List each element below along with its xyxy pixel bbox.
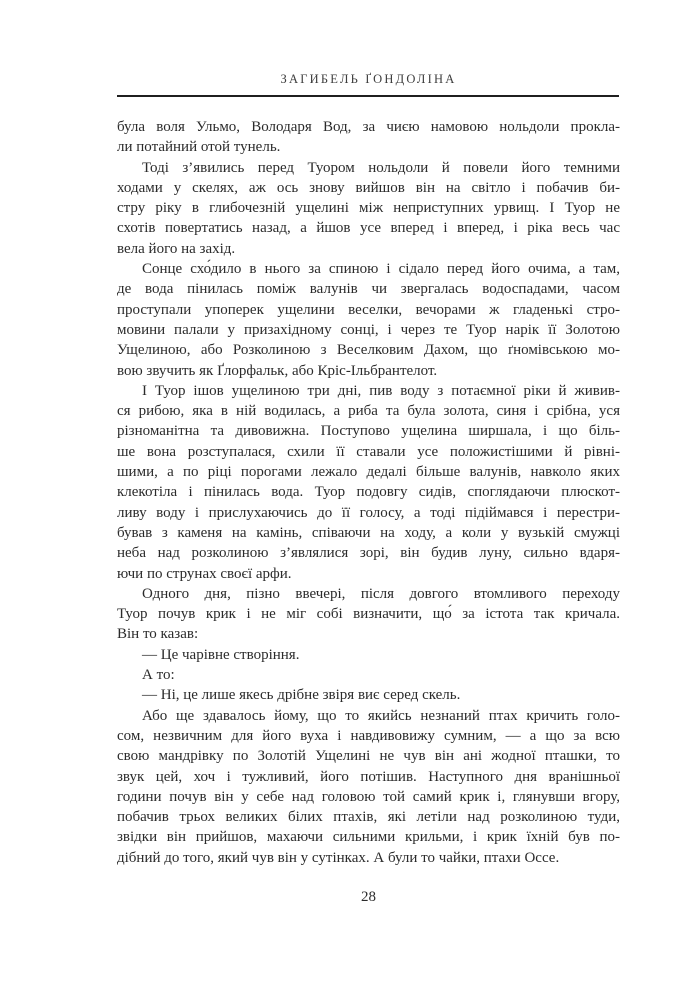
text-line: неба над розколиною з’являлися зорі, він будив луну, сильно вдаря- bbox=[117, 545, 620, 562]
text-line: Сонце схо́дило в нього за спиною і сідало перед його очима, а там, bbox=[142, 261, 620, 278]
text-line: ливу воду і прислухаючись до її голосу, а тоді підіймався і перестри- bbox=[117, 504, 620, 521]
text-line: Ущелиною, або Розколиною з Веселковим Дахом, що ґномівською мо- bbox=[117, 342, 620, 359]
text-line: мовини палали у призахідному сонці, і через те Туор нарік її Золотою bbox=[117, 321, 620, 338]
paragraph bbox=[117, 158, 620, 259]
text-line: свою мандрівку по Золотій Ущелині не чув він ані жодної пташки, то bbox=[117, 748, 620, 765]
paragraph bbox=[117, 685, 620, 705]
paragraph bbox=[117, 645, 620, 665]
text-line: проступали упоперек ущелини веселки, вечорами ж гладенькі стро- bbox=[117, 301, 620, 318]
text-line: схотів повертатись назад, а йшов усе вперед і вперед, і ріка весь час bbox=[117, 220, 620, 237]
text-line: де вода пінилась поміж валунів чи звергалась водоспадами, часом bbox=[117, 281, 620, 298]
text-line: години почув він у себе над головою той самий крик і, глянувши вгору, bbox=[117, 788, 620, 805]
header-rule bbox=[117, 95, 619, 97]
text-line: І Туор ішов ущелиною три дні, пив воду з потаємної ріки й живив- bbox=[142, 382, 620, 399]
paragraph bbox=[117, 117, 620, 158]
body-text bbox=[117, 117, 620, 868]
text-line: різноманітна та дивовижна. Поступово ущелина ширшала, і що біль- bbox=[117, 423, 620, 440]
paragraph bbox=[117, 584, 620, 645]
text-line: Одного дня, пізно ввечері, після довгого втомливого переходу bbox=[142, 585, 620, 602]
text-line: ся рибою, яка в ній водилась, а риба та була золота, синя і срібна, уся bbox=[117, 403, 620, 420]
text-line: ше вона розступалася, схили її ставали усе положистішими й рівні- bbox=[117, 443, 620, 460]
text-line: вела його на захід. bbox=[117, 240, 236, 257]
text-line: ходами у скелях, аж ось знову вийшов він на світло і побачив би- bbox=[117, 179, 620, 196]
text-line: дібний до того, який чув він у сутінках. А були то чайки, птахи Оссе. bbox=[117, 849, 560, 866]
paragraph bbox=[117, 706, 620, 868]
text-line: шими, а по ріці порогами лежало дедалі більше валунів, навколо яких bbox=[117, 464, 620, 481]
paragraph bbox=[117, 381, 620, 584]
text-line: бував з каменя на камінь, співаючи на ходу, а коли у вузькій смужці bbox=[117, 524, 620, 541]
text-line: — Це чарівне створіння. bbox=[142, 646, 300, 663]
paragraph bbox=[117, 259, 620, 381]
text-line: була воля Ульмо, Володаря Вод, за чиєю намовою нольдоли прокла- bbox=[117, 119, 620, 135]
text-line: стру ріку в глибочезній ущелині між неприступних урвищ. І Туор не bbox=[117, 200, 620, 217]
paragraph bbox=[117, 665, 620, 685]
text-line: Туор почув крик і не міг собі визначити, що́ за істота так кричала. bbox=[117, 606, 620, 623]
text-line: сом, незвичним для його вуха і навдивовижу сумним, — а що за всю bbox=[117, 727, 620, 744]
text-line: ючи по струнах своєї арфи. bbox=[117, 565, 292, 582]
text-line: — Ні, це лише якесь дрібне звіря виє серед скель. bbox=[142, 687, 461, 704]
page-number: 28 bbox=[361, 889, 376, 905]
text-line: ли потайний отой тунель. bbox=[117, 139, 281, 156]
text-line: вою звучить як Ґлорфальк, або Кріс-Ільбрантелот. bbox=[117, 362, 438, 379]
text-line: Тоді з’явились перед Туором нольдоли й повели його темними bbox=[142, 159, 620, 176]
text-line: А то: bbox=[142, 667, 175, 684]
text-line: звідки він прийшов, махаючи сильними крильми, і крик їхній був по- bbox=[117, 829, 620, 846]
text-line: звук цей, хоч і тужливий, його потішив. Наступного дня вранішньої bbox=[117, 768, 620, 785]
text-line: клекотіла і пінилась вода. Туор подовгу сидів, споглядаючи плюскот- bbox=[117, 484, 620, 501]
text-line: Він то казав: bbox=[117, 626, 199, 643]
text-line: побачив трьох великих білих птахів, які летіли над розколиною туди, bbox=[117, 809, 620, 826]
text-line: Або ще здавалось йому, що то якийсь незнаний птах кричить голо- bbox=[142, 707, 620, 724]
running-header: ЗАГИБЕЛЬ ҐОНДОЛІНА bbox=[280, 72, 457, 86]
